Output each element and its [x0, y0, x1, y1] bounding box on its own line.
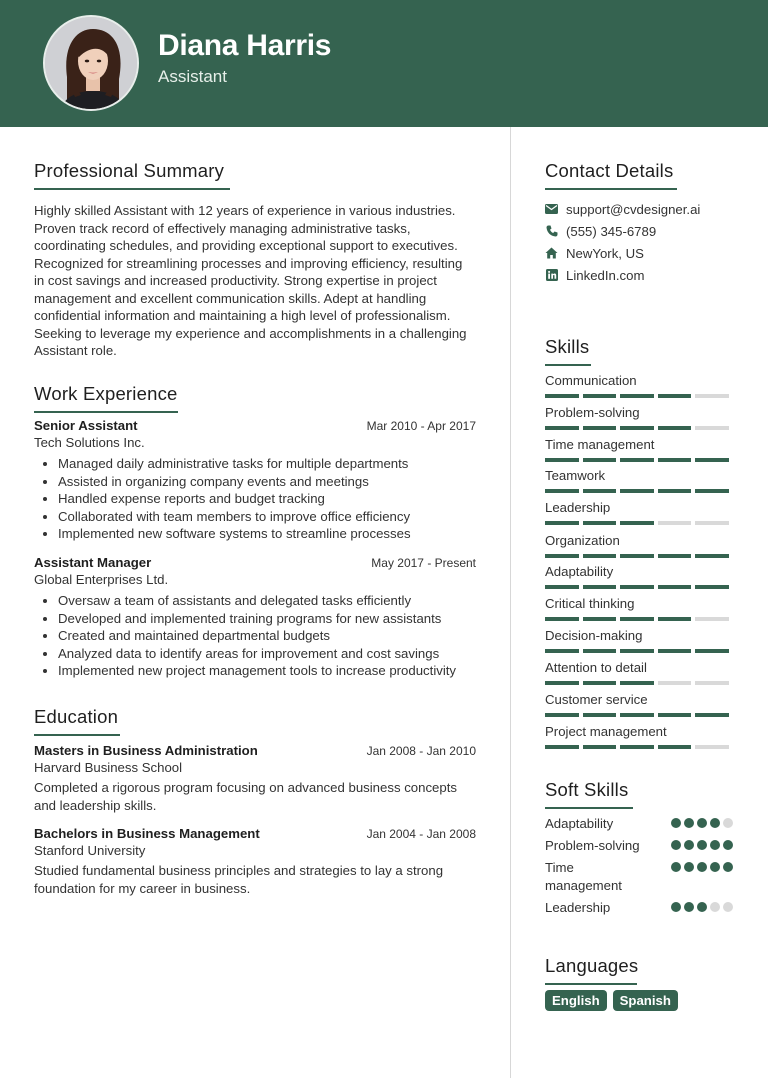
skill-bar-filled: [658, 649, 692, 653]
skill-bar-filled: [658, 745, 692, 749]
soft-skill-label: Leadership: [545, 900, 611, 915]
skill-item: [545, 500, 733, 525]
skill-bar-filled: [620, 713, 654, 717]
skill-item: [545, 405, 733, 430]
skills-list: [545, 373, 733, 753]
soft-skills-list: [545, 815, 733, 925]
skill-item: [545, 373, 733, 398]
skill-item: [545, 533, 733, 558]
skill-bar-filled: [545, 521, 579, 525]
contact-location: [545, 242, 733, 264]
rating-dot-filled: [684, 840, 694, 850]
section-title-skills: Skills: [545, 336, 590, 357]
skill-bar-filled: [658, 585, 692, 589]
degree-title: Bachelors in Business Management: [34, 826, 260, 841]
contact-location-text: NewYork, US: [566, 245, 644, 261]
candidate-role: Assistant: [158, 67, 227, 86]
list-item: Analyzed data to identify areas for improvement and cost savings: [34, 645, 476, 663]
skill-bars: [545, 713, 733, 717]
contact-email-text: support@cvdesigner.ai: [566, 201, 701, 217]
section-title-education: Education: [34, 706, 119, 727]
skill-bar-filled: [620, 458, 654, 462]
list-item: Implemented new project management tools to increase productivity: [34, 662, 476, 680]
skill-bar-filled: [695, 554, 729, 558]
skill-bar-empty: [658, 521, 692, 525]
skill-bar-filled: [620, 521, 654, 525]
rating-dot-filled: [671, 902, 681, 912]
skill-bar-filled: [545, 745, 579, 749]
skill-item: [545, 596, 733, 621]
education-entry: [34, 826, 476, 897]
rating-dot-empty: [723, 818, 733, 828]
soft-skill-dots: [671, 818, 733, 828]
skill-label: Organization: [545, 533, 620, 548]
skill-bars: [545, 617, 733, 621]
skill-bar-filled: [583, 745, 617, 749]
skill-label: Communication: [545, 373, 637, 388]
skill-bar-filled: [583, 681, 617, 685]
skill-bar-filled: [695, 649, 729, 653]
rating-dot-filled: [671, 862, 681, 872]
soft-skill-item: [545, 815, 733, 833]
job-dates: Mar 2010 - Apr 2017: [366, 419, 476, 433]
skill-item: [545, 724, 733, 749]
skill-bar-filled: [545, 489, 579, 493]
skill-bar-filled: [620, 489, 654, 493]
skill-bar-empty: [695, 617, 729, 621]
skill-bar-empty: [658, 681, 692, 685]
avatar: [43, 15, 139, 111]
skill-bars: [545, 394, 733, 398]
list-item: Developed and implemented training programs for new assistants: [34, 610, 476, 628]
skill-label: Project management: [545, 724, 667, 739]
skill-item: [545, 628, 733, 653]
skill-label: Customer service: [545, 692, 648, 707]
soft-skill-dots: [671, 840, 733, 850]
job-bullets: [34, 455, 476, 543]
skill-bar-filled: [620, 649, 654, 653]
job-title: Senior Assistant: [34, 418, 138, 433]
rating-dot-filled: [684, 902, 694, 912]
skill-bar-filled: [695, 585, 729, 589]
education-description: Studied fundamental business principles and strategies to lay a strong foundation for my career in business.: [34, 863, 444, 896]
soft-skill-item: [545, 837, 733, 855]
profile-photo: [45, 17, 139, 111]
job-bullets: [34, 592, 476, 680]
contact-linkedin[interactable]: [545, 264, 733, 286]
skill-bars: [545, 554, 733, 558]
soft-skill-item: [545, 899, 733, 917]
skill-bar-filled: [545, 458, 579, 462]
skill-bar-filled: [545, 426, 579, 430]
summary-text: Highly skilled Assistant with 12 years of experience in various industries. Proven track record of effectively managing administrative tasks, coordinating schedules, and providing exceptional support to executives. Recognized for streamlining processes and improving efficiency, resulting in cost savings and increased productivity. Strong expertise in project management and excellent communication skills. Adept at handling confidential information and maintaining a high level of professionalism. Seeking to leverage my experience and accomplishments in a challenging Assistant role.: [34, 203, 467, 358]
skill-bar-filled: [620, 745, 654, 749]
skill-bar-filled: [545, 585, 579, 589]
contact-list: [545, 198, 733, 286]
skill-item: [545, 437, 733, 462]
education-entry: [34, 743, 476, 814]
section-title-soft-skills: Soft Skills: [545, 779, 629, 800]
education-dates: Jan 2008 - Jan 2010: [366, 744, 476, 758]
job-entry: [34, 555, 476, 680]
skill-bar-filled: [583, 649, 617, 653]
skill-label: Teamwork: [545, 468, 606, 483]
soft-skill-label: Problem-solving: [545, 838, 640, 853]
skill-bar-filled: [583, 585, 617, 589]
section-title-contact: Contact Details: [545, 160, 674, 181]
list-item: Oversaw a team of assistants and delegated tasks efficiently: [34, 592, 476, 610]
skill-bar-filled: [620, 585, 654, 589]
skill-bar-filled: [620, 554, 654, 558]
skill-item: [545, 660, 733, 685]
rating-dot-filled: [723, 862, 733, 872]
soft-skill-item: [545, 859, 733, 894]
linkedin-icon: [545, 269, 558, 282]
skill-bar-filled: [545, 554, 579, 558]
language-tag: Spanish: [613, 990, 678, 1011]
section-title-languages: Languages: [545, 955, 639, 976]
skill-bar-filled: [583, 426, 617, 430]
list-item: Implemented new software systems to streamline processes: [34, 525, 476, 543]
soft-skill-dots: [671, 902, 733, 912]
skill-bar-filled: [620, 394, 654, 398]
list-item: Managed daily administrative tasks for multiple departments: [34, 455, 476, 473]
resume-header: [0, 0, 768, 127]
rating-dot-filled: [684, 818, 694, 828]
skill-bars: [545, 585, 733, 589]
school-name: Stanford University: [34, 843, 146, 858]
skill-bar-filled: [695, 489, 729, 493]
school-name: Harvard Business School: [34, 760, 183, 775]
skill-label: Critical thinking: [545, 596, 635, 611]
degree-title: Masters in Business Administration: [34, 743, 258, 758]
skill-bar-filled: [583, 458, 617, 462]
language-tag: English: [545, 990, 607, 1011]
soft-skill-label: Adaptability: [545, 816, 614, 831]
contact-phone: [545, 220, 733, 242]
skill-bar-filled: [620, 617, 654, 621]
rating-dot-filled: [710, 818, 720, 828]
skill-bar-filled: [545, 394, 579, 398]
skill-bar-filled: [583, 554, 617, 558]
rating-dot-filled: [697, 840, 707, 850]
section-title-work: Work Experience: [34, 383, 178, 404]
list-item: Assisted in organizing company events and meetings: [34, 473, 476, 491]
skill-label: Time management: [545, 437, 655, 452]
skill-bar-filled: [658, 489, 692, 493]
section-title-summary: Professional Summary: [34, 160, 225, 181]
education-description: Completed a rigorous program focusing on advanced business concepts and leadership skills.: [34, 780, 457, 813]
skill-bar-filled: [658, 554, 692, 558]
skill-bars: [545, 649, 733, 653]
skill-bar-empty: [695, 681, 729, 685]
contact-linkedin-text[interactable]: LinkedIn.com: [566, 267, 645, 283]
skill-label: Attention to detail: [545, 660, 647, 675]
email-icon: [545, 203, 558, 216]
skill-item: [545, 468, 733, 493]
phone-icon: [545, 225, 558, 238]
skill-bar-empty: [695, 426, 729, 430]
skill-bar-filled: [658, 458, 692, 462]
soft-skill-dots: [671, 862, 733, 872]
skill-item: [545, 692, 733, 717]
skill-bar-filled: [695, 458, 729, 462]
rating-dot-filled: [697, 818, 707, 828]
list-item: Handled expense reports and budget tracking: [34, 490, 476, 508]
list-item: Created and maintained departmental budgets: [34, 627, 476, 645]
skill-bar-filled: [620, 681, 654, 685]
skill-bars: [545, 681, 733, 685]
rating-dot-filled: [710, 840, 720, 850]
rating-dot-filled: [671, 818, 681, 828]
skill-bar-filled: [545, 681, 579, 685]
job-dates: May 2017 - Present: [371, 556, 476, 570]
skill-bars: [545, 458, 733, 462]
rating-dot-filled: [697, 902, 707, 912]
skill-bar-empty: [695, 745, 729, 749]
skill-bar-filled: [583, 713, 617, 717]
skill-bar-empty: [695, 394, 729, 398]
skill-bar-filled: [583, 617, 617, 621]
skill-item: [545, 564, 733, 589]
rating-dot-filled: [671, 840, 681, 850]
job-company: Tech Solutions Inc.: [34, 435, 145, 450]
rating-dot-filled: [710, 862, 720, 872]
candidate-name: Diana Harris: [158, 29, 332, 62]
rating-dot-filled: [723, 840, 733, 850]
column-divider: [510, 127, 511, 1078]
soft-skill-label: Time management: [545, 860, 622, 893]
skill-bar-filled: [583, 489, 617, 493]
skill-label: Decision-making: [545, 628, 643, 643]
skill-label: Problem-solving: [545, 405, 640, 420]
list-item: Collaborated with team members to improve office efficiency: [34, 508, 476, 526]
skill-bar-filled: [658, 617, 692, 621]
skill-bar-empty: [695, 521, 729, 525]
skill-bar-filled: [545, 713, 579, 717]
rating-dot-filled: [697, 862, 707, 872]
language-tags: [545, 990, 678, 1011]
skill-bar-filled: [545, 649, 579, 653]
home-icon: [545, 247, 558, 260]
skill-label: Leadership: [545, 500, 611, 515]
skill-bar-filled: [620, 426, 654, 430]
contact-email: [545, 198, 733, 220]
education-dates: Jan 2004 - Jan 2008: [366, 827, 476, 841]
skill-bar-filled: [658, 426, 692, 430]
skill-bar-filled: [583, 521, 617, 525]
skill-bars: [545, 521, 733, 525]
skill-bar-filled: [583, 394, 617, 398]
rating-dot-filled: [684, 862, 694, 872]
rating-dot-empty: [710, 902, 720, 912]
skill-bar-filled: [695, 713, 729, 717]
skill-label: Adaptability: [545, 564, 614, 579]
skill-bars: [545, 426, 733, 430]
rating-dot-empty: [723, 902, 733, 912]
contact-phone-text: (555) 345-6789: [566, 223, 657, 239]
job-company: Global Enterprises Ltd.: [34, 572, 169, 587]
skill-bar-filled: [658, 394, 692, 398]
skill-bar-filled: [658, 713, 692, 717]
skill-bar-filled: [545, 617, 579, 621]
job-entry: [34, 418, 476, 543]
skill-bars: [545, 745, 733, 749]
job-title: Assistant Manager: [34, 555, 152, 570]
skill-bars: [545, 489, 733, 493]
